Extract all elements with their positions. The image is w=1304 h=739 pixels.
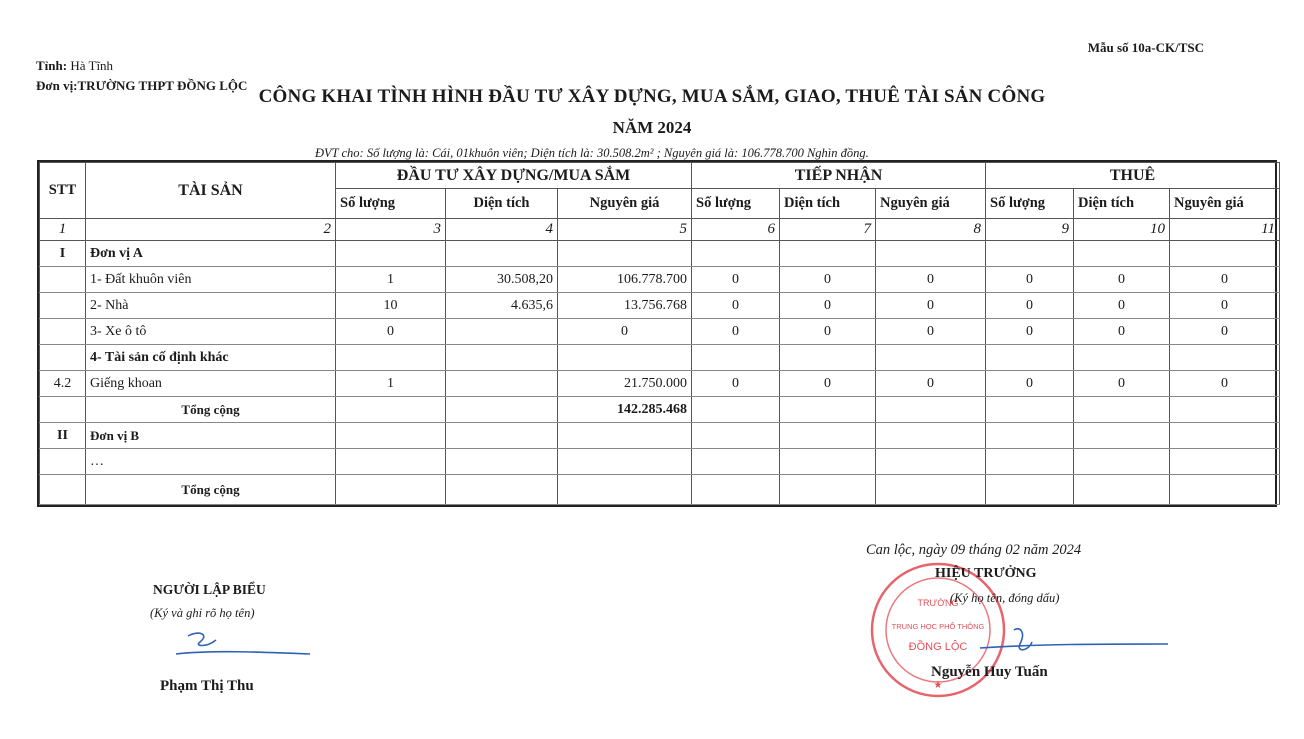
preparer-signature-icon (170, 628, 315, 664)
principal-title: HIỆU TRƯỞNG (935, 566, 1037, 581)
cell-invest-area (446, 319, 558, 345)
document-title: CÔNG KHAI TÌNH HÌNH ĐẦU TƯ XÂY DỰNG, MUA SẮM, GIAO, THUÊ TÀI SẢN CÔNG (258, 86, 1046, 107)
unit-label: Đơn vị: (36, 78, 78, 93)
cell-lease-area: 0 (1074, 319, 1170, 345)
svg-text:★: ★ (933, 680, 943, 691)
cell-invest-cost: 13.756.768 (558, 293, 692, 319)
header-asset: TÀI SẢN (86, 163, 336, 219)
preparer-title: NGƯỜI LẬP BIỂU (153, 582, 266, 597)
header-group-lease: THUÊ (986, 163, 1280, 189)
cell-receive-area: 0 (780, 267, 876, 293)
row-stt (40, 475, 86, 505)
column-number: 6 (692, 219, 780, 241)
table-row (40, 423, 1280, 449)
header-group-invest: ĐẦU TƯ XÂY DỰNG/MUA SẮM (336, 163, 692, 189)
column-number: 9 (986, 219, 1074, 241)
row-stt: II (40, 423, 86, 449)
cell-receive-cost: 0 (876, 293, 986, 319)
preparer-note: (Ký và ghi rõ họ tên) (150, 606, 255, 620)
unit-value: TRƯỜNG THPT ĐỒNG LỘC (77, 78, 248, 93)
form-code: Mẫu số 10a-CK/TSC (1087, 40, 1204, 55)
cell-receive-qty: 0 (692, 319, 780, 345)
table-row (40, 449, 1280, 475)
cell-receive-qty: 0 (692, 371, 780, 397)
cell-lease-qty: 0 (986, 267, 1074, 293)
principal-name: Nguyễn Huy Tuấn (931, 664, 1048, 680)
cell-lease-area: 0 (1074, 267, 1170, 293)
column-number: 10 (1074, 219, 1170, 241)
row-asset: 3- Xe ô tô (86, 319, 336, 345)
cell-invest-qty: 10 (336, 293, 446, 319)
header-invest-area: Diện tích (446, 189, 558, 219)
row-asset: Tổng cộng (86, 475, 336, 505)
header-stt: STT (40, 163, 86, 219)
row-stt (40, 345, 86, 371)
row-asset: Đơn vị B (86, 423, 336, 449)
header-lease-cost: Nguyên giá (1170, 189, 1280, 219)
cell-lease-qty: 0 (986, 319, 1074, 345)
cell-lease-qty: 0 (986, 371, 1074, 397)
column-number: 2 (86, 219, 336, 241)
header-receive-qty: Số lượng (692, 189, 780, 219)
column-number: 5 (558, 219, 692, 241)
cell-invest-cost-total: 142.285.468 (558, 397, 692, 423)
signing-date: Can lộc, ngày 09 tháng 02 năm 2024 (866, 542, 1082, 558)
cell-receive-qty: 0 (692, 267, 780, 293)
cell-invest-area: 4.635,6 (446, 293, 558, 319)
principal-signature-icon (980, 622, 1170, 662)
row-asset: Giếng khoan (86, 371, 336, 397)
preparer-name: Phạm Thị Thu (160, 678, 254, 694)
province-label: Tỉnh: (36, 58, 68, 73)
principal-note: (Ký họ tên, đóng dấu) (950, 591, 1060, 605)
cell-invest-cost: 106.778.700 (558, 267, 692, 293)
column-number: 4 (446, 219, 558, 241)
province-value: Hà Tĩnh (70, 58, 114, 73)
row-asset: 2- Nhà (86, 293, 336, 319)
cell-receive-qty: 0 (692, 293, 780, 319)
cell-invest-qty: 0 (336, 319, 446, 345)
row-asset: Tổng cộng (86, 397, 336, 423)
table-row (40, 241, 1280, 267)
row-stt (40, 397, 86, 423)
cell-receive-area: 0 (780, 293, 876, 319)
column-number: 11 (1170, 219, 1280, 241)
table-row-total (40, 397, 1280, 423)
cell-lease-cost: 0 (1170, 267, 1280, 293)
row-stt: 4.2 (40, 371, 86, 397)
cell-invest-area (446, 371, 558, 397)
cell-lease-cost: 0 (1170, 319, 1280, 345)
seal-text: ĐỒNG LỘC (908, 641, 968, 653)
cell-receive-cost: 0 (876, 371, 986, 397)
cell-invest-qty: 1 (336, 371, 446, 397)
row-asset: … (86, 449, 336, 475)
cell-invest-qty: 1 (336, 267, 446, 293)
unit-of-measure-note: ĐVT cho: Số lượng là: Cái, 01khuôn viên; Diện tích là: 30.508.2m² ; Nguyên giá là: 106.778.700 Nghìn đồng. (315, 146, 869, 160)
header-receive-area: Diện tích (780, 189, 876, 219)
row-asset: Đơn vị A (86, 241, 336, 267)
table-row (40, 267, 1280, 293)
cell-lease-area: 0 (1074, 293, 1170, 319)
cell-receive-area: 0 (780, 371, 876, 397)
header-invest-qty: Số lượng (336, 189, 446, 219)
row-stt (40, 449, 86, 475)
column-number-row (40, 219, 1280, 241)
row-stt: I (40, 241, 86, 267)
column-number: 3 (336, 219, 446, 241)
cell-receive-cost: 0 (876, 319, 986, 345)
column-number: 7 (780, 219, 876, 241)
row-asset: 1- Đất khuôn viên (86, 267, 336, 293)
cell-lease-qty: 0 (986, 293, 1074, 319)
cell-invest-area: 30.508,20 (446, 267, 558, 293)
cell-lease-cost: 0 (1170, 371, 1280, 397)
header-lease-area: Diện tích (1074, 189, 1170, 219)
header-invest-cost: Nguyên giá (558, 189, 692, 219)
table-row (40, 345, 1280, 371)
document-year: NĂM 2024 (612, 118, 692, 137)
table-row (40, 319, 1280, 345)
table-row-total (40, 475, 1280, 505)
cell-invest-cost: 0 (558, 319, 692, 345)
header-group-receive: TIẾP NHẬN (692, 163, 986, 189)
header-lease-qty: Số lượng (986, 189, 1074, 219)
asset-table (37, 160, 1277, 507)
seal-text: TRUNG HỌC PHỔ THÔNG (891, 622, 985, 631)
cell-receive-cost: 0 (876, 267, 986, 293)
seal-text: TRƯỜNG (917, 598, 959, 608)
row-stt (40, 319, 86, 345)
row-asset: 4- Tài sản cố định khác (86, 345, 336, 371)
cell-invest-cost: 21.750.000 (558, 371, 692, 397)
cell-lease-area: 0 (1074, 371, 1170, 397)
column-number: 8 (876, 219, 986, 241)
column-number: 1 (40, 219, 86, 241)
row-stt (40, 267, 86, 293)
cell-receive-area: 0 (780, 319, 876, 345)
cell-lease-cost: 0 (1170, 293, 1280, 319)
row-stt (40, 293, 86, 319)
header-receive-cost: Nguyên giá (876, 189, 986, 219)
table-row (40, 293, 1280, 319)
table-row (40, 371, 1280, 397)
province-line (36, 58, 113, 74)
